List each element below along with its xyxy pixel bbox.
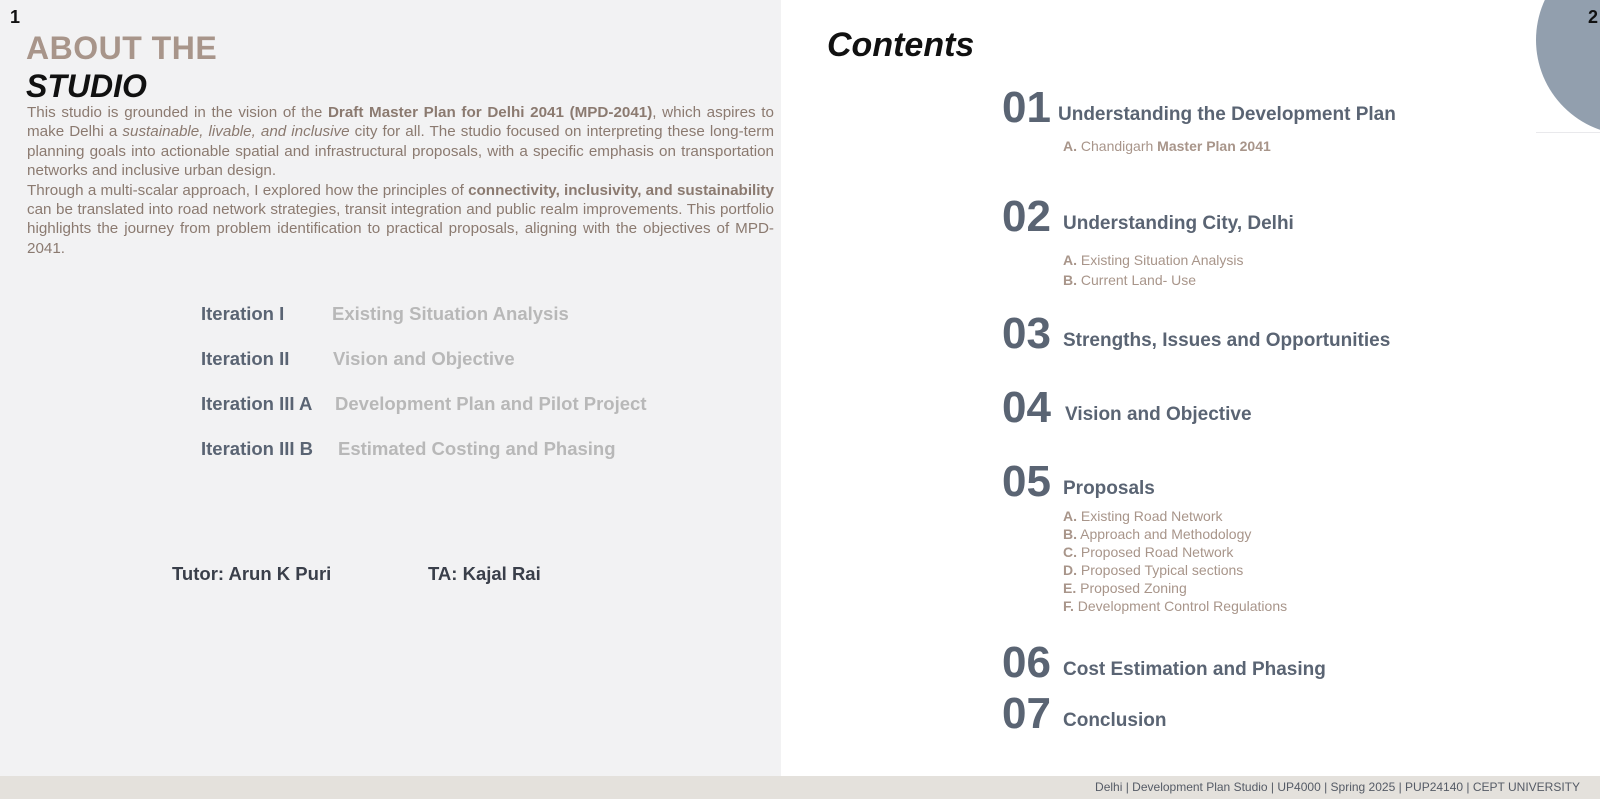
intro-text [27, 103, 774, 258]
left-page [0, 0, 781, 776]
iteration-label: Iteration I [201, 303, 285, 324]
subsection-text: Existing Situation Analysis [1080, 252, 1244, 268]
subsection-text: Approach and Methodology [1080, 526, 1252, 542]
page-number: 2 [1587, 7, 1598, 27]
text-italic: sustainable, livable, and inclusive [122, 123, 350, 141]
subsection-item [1063, 138, 1271, 154]
about-title: ABOUT THE [26, 30, 218, 66]
section-number: 04 [1002, 383, 1051, 432]
subsection-text: Chandigarh [1080, 138, 1158, 154]
subsection-item [1063, 562, 1243, 578]
iteration-label: Iteration III B [201, 438, 314, 459]
subsection-letter: E. [1063, 580, 1077, 596]
iteration-label: Iteration II [201, 348, 290, 369]
section-number: 07 [1002, 689, 1051, 738]
footer-text: Delhi | Development Plan Studio | UP4000 | Spring 2025 | PUP24140 | CEPT UNIVERSITY [1095, 780, 1580, 794]
subsection-letter: C. [1063, 544, 1077, 560]
subsection-letter: A. [1063, 508, 1077, 524]
iteration-row [201, 348, 515, 370]
section-title: Cost Estimation and Phasing [1063, 659, 1326, 680]
tutor-credit: Tutor: Arun K Puri [172, 563, 332, 584]
subsection-item [1063, 252, 1244, 268]
section-title: Conclusion [1063, 710, 1167, 731]
divider [1536, 132, 1600, 133]
section-number: 01 [1002, 83, 1051, 132]
text-span: This studio is grounded in the vision of the [27, 104, 328, 121]
section-title: Strengths, Issues and Opportunities [1063, 330, 1391, 351]
contents-title: Contents [827, 26, 975, 64]
subsection-letter: B. [1063, 526, 1077, 542]
section-number: 03 [1002, 309, 1051, 358]
intro-paragraph-2 [27, 181, 774, 259]
right-page [781, 0, 1600, 776]
section-number: 02 [1002, 192, 1051, 241]
text-span: can be translated into road network strategies, transit integration and public realm improvements. This portfolio highlights the journey from problem identification to practical proposals, aligning with the objectives of MPD-2041. [27, 201, 774, 257]
subsection-item [1063, 580, 1187, 596]
subsection-letter: D. [1063, 562, 1077, 578]
subsection-letter: A. [1063, 252, 1077, 268]
text-bold: connectivity, inclusivity, and sustainability [468, 181, 774, 199]
section-title: Understanding City, Delhi [1063, 213, 1294, 234]
iteration-title: Existing Situation Analysis [332, 303, 569, 324]
text-span: city for all. The studio focused on interpreting these long-term planning goals into actionable spatial and infrastructural proposals, with a specific emphasis on transportation networks and inclusive urban design. [27, 123, 775, 180]
section-number: 06 [1002, 638, 1051, 687]
subsection-letter: B. [1063, 272, 1077, 288]
subsection-text: Proposed Road Network [1080, 544, 1234, 560]
section-number: 05 [1002, 457, 1051, 506]
footer-bar [0, 776, 1600, 799]
subsection-letter: F. [1063, 598, 1074, 614]
subsection-letter: A. [1063, 138, 1077, 154]
text-bold: Draft Master Plan for Delhi 2041 (MPD-2041) [327, 104, 653, 121]
page-number: 1 [10, 7, 21, 27]
subsection-item [1063, 526, 1251, 542]
iteration-title: Vision and Objective [333, 348, 515, 369]
subsection-text: Proposed Zoning [1080, 580, 1187, 596]
iteration-row [201, 393, 646, 415]
iteration-title: Estimated Costing and Phasing [338, 438, 616, 459]
subsection-text-bold: Master Plan 2041 [1157, 138, 1271, 154]
subsection-text: Current Land- Use [1080, 272, 1197, 288]
ta-credit: TA: Kajal Rai [428, 563, 541, 584]
text-span: , which aspires to make Delhi a [27, 104, 774, 141]
section-title: Vision and Objective [1065, 404, 1252, 425]
subsection-text: Existing Road Network [1080, 508, 1223, 524]
text-span: Through a multi-scalar approach, I explored how the principles of [27, 181, 469, 199]
intro-paragraph-1 [27, 103, 774, 181]
subsection-text: Development Control Regulations [1077, 598, 1288, 614]
iteration-title: Development Plan and Pilot Project [335, 393, 647, 414]
subsection-item [1063, 508, 1223, 524]
about-title-studio: STUDIO [26, 68, 147, 104]
subsection-item [1063, 544, 1233, 560]
iteration-row [201, 303, 569, 325]
subsection-text: Proposed Typical sections [1080, 562, 1244, 578]
section-title: Proposals [1063, 478, 1155, 499]
subsection-item [1063, 272, 1196, 288]
iteration-row [201, 438, 616, 460]
iteration-label: Iteration III A [201, 393, 313, 414]
subsection-item [1063, 598, 1287, 614]
section-title: Understanding the Development Plan [1058, 104, 1396, 125]
